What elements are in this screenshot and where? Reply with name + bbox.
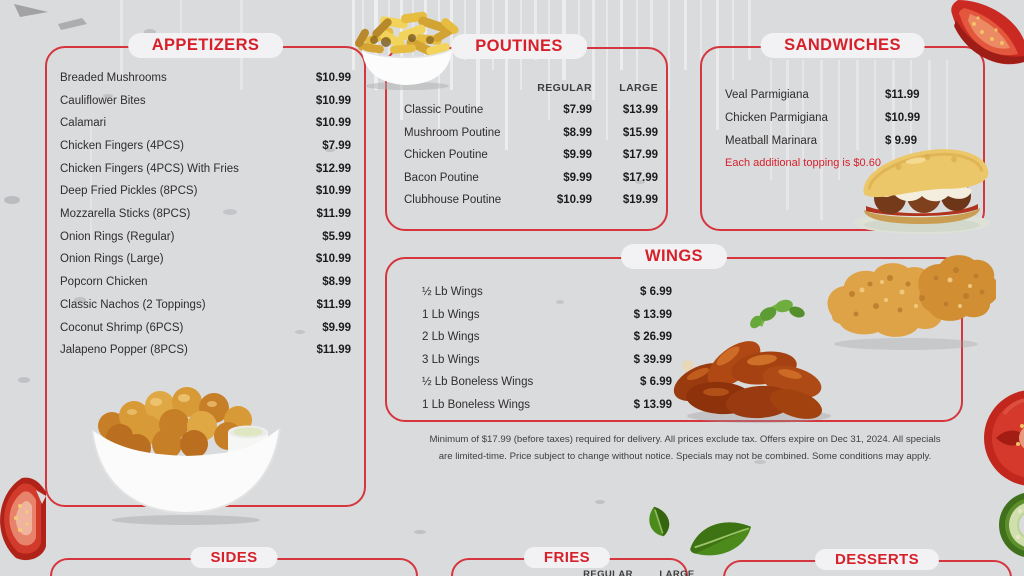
item-price-large: $19.99 [622,194,658,207]
desserts-title-label: DESSERTS [834,551,920,568]
menu-item-row [404,99,658,122]
item-price-regular: $8.99 [563,126,592,139]
menu-item-row [422,394,672,417]
item-name: Classic Nachos (2 Toppings) [60,298,206,311]
item-price-regular: $7.99 [563,104,592,117]
fries-title [524,547,610,568]
item-name: Breaded Mushrooms [60,71,167,84]
item-name: ½ Lb Boneless Wings [422,376,534,389]
menu-item-row [60,89,351,112]
item-name: Chicken Fingers (4PCS) [60,140,184,152]
item-price: $10.99 [315,117,351,130]
item-price-regular: $10.99 [556,194,592,207]
item-price: $ 6.99 [640,285,672,298]
item-price: $11.99 [316,344,351,357]
menu-item-row [60,180,351,203]
item-price: $10.99 [315,94,351,107]
item-name: Veal Parmigiana [725,88,809,101]
item-price-regular: $9.99 [563,149,592,162]
item-price: $ 26.99 [633,331,672,344]
poutine-bowl-photo [346,2,468,90]
sides-title-label: SIDES [210,549,258,566]
item-price: $7.99 [322,140,351,152]
item-price: $10.99 [315,71,351,84]
meatball-sandwich-photo [852,146,998,234]
poutines-table [404,78,658,211]
item-name: 1 Lb Wings [422,308,480,321]
appetizers-title [128,33,284,58]
item-price: $12.99 [315,162,351,175]
menu-item-row [60,293,351,316]
disclaimer [394,432,976,466]
desserts-title [815,549,939,570]
item-name: Mozzarella Sticks (8PCS) [60,208,191,221]
item-name: Chicken Poutine [404,149,488,162]
menu-item-row [404,189,658,212]
fries-column-headers [453,569,695,576]
menu-item-row [422,348,672,371]
menu-item-row [60,67,351,90]
item-price: $ 13.99 [633,308,672,321]
menu-item-row [60,271,351,294]
sides-title [190,547,277,568]
menu-item-row [422,281,672,304]
menu-item-row [422,303,672,326]
item-name: Classic Poutine [404,104,484,117]
item-price: $ 13.99 [633,398,672,411]
menu-item-row [60,157,351,180]
item-name: Chicken Parmigiana [725,111,828,124]
disclaimer-line1: Minimum of $17.99 (before taxes) required for delivery. All prices exclude tax. Offers expire on Dec 31, 2024. All specials [429,434,941,445]
item-price: $ 9.99 [885,134,917,147]
wings-title [621,244,727,269]
item-name: Meatball Marinara [725,134,818,147]
item-name: Popcorn Chicken [60,276,148,289]
appetizers-list [60,67,351,362]
item-price-large: $15.99 [622,126,658,139]
item-name: 1 Lb Boneless Wings [422,398,531,411]
item-name: Onion Rings (Large) [60,253,164,266]
section-sides [50,549,418,576]
jalapeno-ring-icon [986,489,1024,563]
menu-item-row [60,203,351,226]
item-price: $11.99 [316,298,351,311]
item-price: $9.99 [322,321,351,334]
menu-item-row [404,166,658,189]
item-price: $ 39.99 [633,353,672,366]
fries-title-label: FRIES [543,549,591,566]
menu-item-row [725,106,973,129]
section-desserts [723,551,1012,576]
item-price: $11.99 [316,208,351,221]
breaded-mushrooms-photo [82,380,290,528]
item-name: Onion Rings (Regular) [60,230,175,243]
disclaimer-line2: are limited-time. Price subject to change without notice. Specials may not be combined. Some conditions may apply. [438,450,932,462]
item-name: Coconut Shrimp (6PCS) [60,321,184,334]
item-name: Chicken Fingers (4PCS) With Fries [60,162,239,175]
menu-item-row [422,326,672,349]
column-large: LARGE [659,569,695,576]
item-price: $ 6.99 [640,376,672,389]
column-regular: REGULAR [537,82,592,94]
sandwiches-title-label: SANDWICHES [784,36,901,54]
sandwiches-title [760,33,925,58]
topping-note: Each additional topping is $0.60 [725,156,881,169]
item-name: Clubhouse Poutine [404,194,502,207]
menu-item-row [60,339,351,362]
tomato-wedge-icon [948,0,1024,80]
item-price-large: $13.99 [622,104,658,117]
column-large: LARGE [619,82,658,94]
menu-item-row [404,121,658,144]
item-price-regular: $9.99 [563,171,592,184]
crispy-wings-photo [816,254,996,354]
item-price: $5.99 [322,230,351,243]
poutines-title [451,34,587,59]
item-price: $11.99 [885,88,920,101]
tomato-half-icon [0,476,54,566]
item-price: $8.99 [322,276,351,289]
menu-item-row [60,225,351,248]
menu-item-row [60,135,351,158]
item-price: $10.99 [885,111,921,124]
item-name: Mushroom Poutine [404,126,501,139]
menu-item-row [60,112,351,135]
item-price: $10.99 [315,253,351,266]
wings-title-label: WINGS [645,247,703,265]
menu-item-row [404,144,658,167]
menu-item-row [422,371,672,394]
item-price-large: $17.99 [622,149,658,162]
item-name: ½ Lb Wings [422,285,483,298]
item-name: Cauliflower Bites [60,94,146,107]
poutines-title-label: POUTINES [475,37,563,55]
item-price-large: $17.99 [622,171,658,184]
appetizers-title-label: APPETIZERS [151,36,260,54]
tomato-whole-icon [980,386,1024,490]
column-regular: REGULAR [583,569,633,576]
item-name: Jalapeno Popper (8PCS) [60,344,188,357]
menu-item-row [60,316,351,339]
menu-item-row [60,248,351,271]
item-price: $10.99 [315,185,351,198]
item-name: Calamari [60,117,107,130]
basil-leaves-icon [640,504,758,564]
item-name: Deep Fried Pickles (8PCS) [60,185,198,198]
wings-list [422,281,672,417]
menu-item-row [725,83,973,106]
item-name: 2 Lb Wings [422,331,480,344]
item-name: Bacon Poutine [404,171,479,184]
item-name: 3 Lb Wings [422,353,480,366]
